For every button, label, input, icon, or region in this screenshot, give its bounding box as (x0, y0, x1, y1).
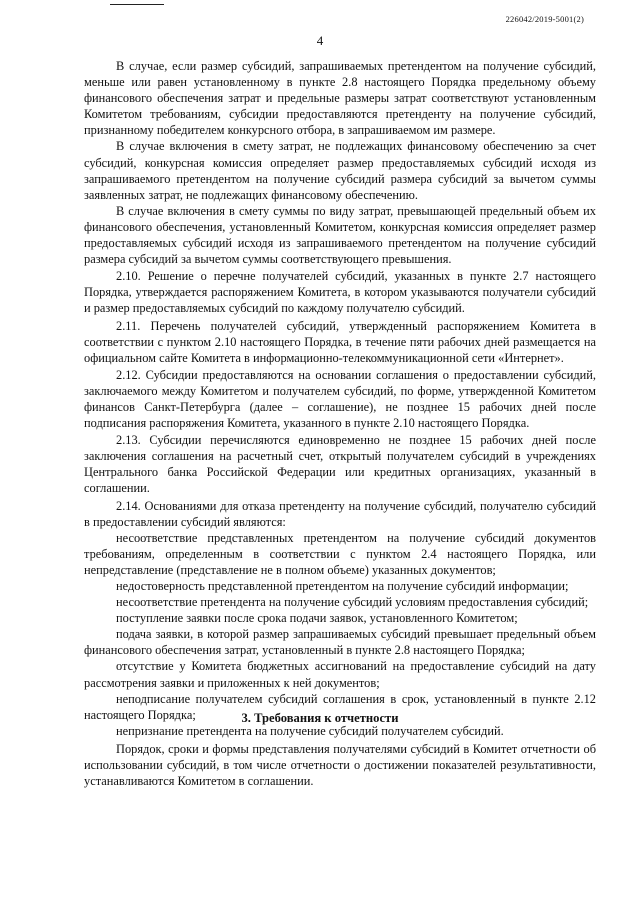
refusal-reason-item: несоответствие представленных претендентом на получение субсидий документов требованиям, определенным в соответствии с пунктом 2.4 настоящего Порядка, или непредставление (представление не в полном объеме) указанных документов; (84, 530, 596, 577)
refusal-reason-item: непризнание претендента на получение субсидий получателем субсидий. (116, 723, 504, 738)
document-number: 226042/2019-5001(2) (505, 14, 584, 24)
section-body (84, 741, 596, 789)
body-text (84, 58, 596, 739)
section-title: 3. Требования к отчетности (241, 711, 399, 725)
page-number: 4 (316, 33, 324, 48)
paragraph-2-13: 2.13. Субсидии перечисляются единовременно не позднее 15 рабочих дней после заключения соглашения на расчетный счет, открытый получателем субсидий в учреждениях Центрального банка Российской Федерации или кредитных организациях, указанный в соглашении. (84, 433, 596, 496)
paragraph-cost-limit-exceeded: В случае включения в смету суммы по виду затрат, превышающей предельный объем их финансового обеспечения, установленный Комитетом, конкурсная комиссия определяет размер предоставляемых субсидий исходя из запрашиваемого претендентом на получение субсидий размера субсидий за вычетом суммы соответствующего превышения. (84, 203, 596, 267)
refusal-reason-item: недостоверность представленной претендентом на получение субсидий информации; (116, 579, 569, 593)
paragraph-2-11: 2.11. Перечень получателей субсидий, утвержденный распоряжением Комитета в соответствии с пунктом 2.10 настоящего Порядка, в течение пяти рабочих дней размещается на официальном сайте Комитета в информационно-телекоммуникационной сети «Интернет». (84, 318, 596, 365)
refusal-reason-item: поступление заявки после срока подачи заявок, установленного Комитетом; (116, 611, 518, 626)
refusal-reason-item: подача заявки, в которой размер запрашиваемых субсидий превышает предельный объем финансового обеспечения затрат, установленный в пункте 2.8 настоящего Порядка; (84, 627, 596, 658)
refusal-reason-item: несоответствие претендента на получение субсидий условиям предоставления субсидий; (116, 595, 589, 610)
paragraph-subsidy-size-within-limit: В случае, если размер субсидий, запрашиваемых претендентом на получение субсидий, меньше или равен установленному в пункте 2.8 настоящего Порядка предельному объему финансового обеспечения затрат и предельные размеры затрат соответствуют установленным Комитетом требованиям, субсидии предоставляются претенденту на получение субсидий, признанному победителем конкурсного отбора, в запрашиваемом им размере. (84, 59, 596, 138)
paragraph-2-12: 2.12. Субсидии предоставляются на основании соглашения о предоставлении субсидий, заключаемого между Комитетом и получателем субсидий, по форме, утвержденной Комитетом финансов Санкт-Петербурга (далее – соглашение), не позднее 15 рабочих дней после подписания распоряжения Комитета, указанного в пункте 2.10 настоящего Порядка. (84, 367, 596, 431)
paragraph-reporting: Порядок, сроки и формы представления получателями субсидий в Комитет отчетности об использовании субсидий, в том числе отчетности о достижении показателей результативности, устанавливаются Комитетом в соглашении. (84, 742, 596, 789)
refusal-reason-item: неподписание получателем субсидий соглашения в срок, установленный в пункте 2.12 настоящего Порядка; (84, 691, 596, 722)
paragraph-2-14: 2.14. Основаниями для отказа претенденту на получение субсидий, получателю субсидий в предоставлении субсидий являются: (84, 498, 596, 529)
paragraph-2-10: 2.10. Решение о перечне получателей субсидий, указанных в пункте 2.7 настоящего Порядка, утверждается распоряжением Комитета, в котором указываются получатели субсидий и размер предоставляемых субсидий по каждому получателю субсидий. (84, 269, 596, 316)
paragraph-ineligible-costs: В случае включения в смету затрат, не подлежащих финансовому обеспечению за счет субсидий, конкурсная комиссия определяет размер предоставляемых субсидий исходя из запрашиваемого претендентом на получение субсидий размера субсидий за вычетом суммы заявленных затрат, не подлежащих финансовому обеспечению. (84, 139, 596, 202)
refusal-reason-item: отсутствие у Комитета бюджетных ассигнований на предоставление субсидий на дату рассмотрения заявки и приложенных к ней документов; (84, 659, 596, 690)
top-rule (110, 4, 164, 5)
